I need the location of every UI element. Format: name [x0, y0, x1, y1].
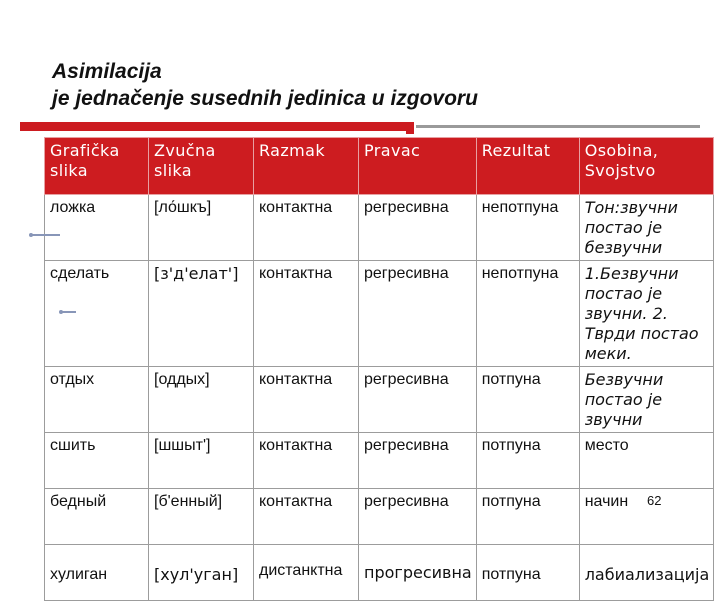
header-razmak: Razmak	[254, 138, 359, 195]
page-number: 62	[647, 493, 662, 508]
cell-distance: контактна	[254, 433, 359, 489]
cell-direction: регресивна	[359, 433, 477, 489]
table-row	[45, 195, 714, 261]
cell-sound: [з'д'елат']	[149, 261, 254, 367]
header-zvucna-slika: Zvučna slika	[149, 138, 254, 195]
cell-direction: прогресивна	[359, 545, 477, 601]
title-rule-gray	[416, 125, 700, 128]
cell-property: лабиализација	[579, 545, 714, 601]
cell-result: потпуна	[476, 367, 579, 433]
header-rezultat: Rezultat	[476, 138, 579, 195]
cell-sound: [ло́шкъ]	[149, 195, 254, 261]
cell-result: потпуна	[476, 489, 579, 545]
cell-sound: [шшыт']	[149, 433, 254, 489]
header-pravac: Pravac	[359, 138, 477, 195]
cell-direction: регресивна	[359, 367, 477, 433]
table-row	[45, 489, 714, 545]
cell-graphic: сделать	[45, 261, 149, 367]
cell-direction: регресивна	[359, 195, 477, 261]
cell-sound: [оддых]	[149, 367, 254, 433]
cell-distance: контактна	[254, 489, 359, 545]
title-rule-red	[20, 122, 414, 131]
cell-result: непотпуна	[476, 261, 579, 367]
decor-line	[32, 234, 60, 236]
cell-result: потпуна	[476, 545, 579, 601]
cell-result: потпуна	[476, 433, 579, 489]
cell-graphic: сшить	[45, 433, 149, 489]
cell-graphic: отдых	[45, 367, 149, 433]
cell-property: Тон:звучни постао је безвучни	[579, 195, 714, 261]
table-header-row	[45, 138, 714, 195]
cell-property: 1.Безвучни постао је звучни. 2. Тврди постао меки.	[579, 261, 714, 367]
cell-property: место	[579, 433, 714, 489]
cell-sound: [б'енный]	[149, 489, 254, 545]
cell-property: Безвучни постао је звучни	[579, 367, 714, 433]
assimilation-table	[44, 137, 714, 601]
slide-title-line-2: je jednačenje susednih jedinica u izgovoru	[52, 87, 478, 110]
cell-property: начин	[579, 489, 714, 545]
decor-line	[62, 311, 76, 313]
table-row	[45, 545, 714, 601]
header-osobina: Osobina, Svojstvo	[579, 138, 714, 195]
cell-graphic: хулиган	[45, 545, 149, 601]
cell-distance: контактна	[254, 261, 359, 367]
cell-graphic: ложка	[45, 195, 149, 261]
cell-graphic: бедный	[45, 489, 149, 545]
cell-direction: регресивна	[359, 489, 477, 545]
slide-title-line-1: Asimilacija	[52, 60, 162, 83]
cell-distance: контактна	[254, 195, 359, 261]
header-graficka-slika: Grafička slika	[45, 138, 149, 195]
table-row	[45, 433, 714, 489]
cell-result: непотпуна	[476, 195, 579, 261]
cell-sound: [хул'уган]	[149, 545, 254, 601]
slide-title	[52, 58, 478, 112]
cell-distance: контактна	[254, 367, 359, 433]
title-rule-marker	[406, 128, 414, 134]
table-row	[45, 367, 714, 433]
table-row	[45, 261, 714, 367]
cell-direction: регресивна	[359, 261, 477, 367]
cell-distance: дистанктна	[254, 545, 359, 601]
